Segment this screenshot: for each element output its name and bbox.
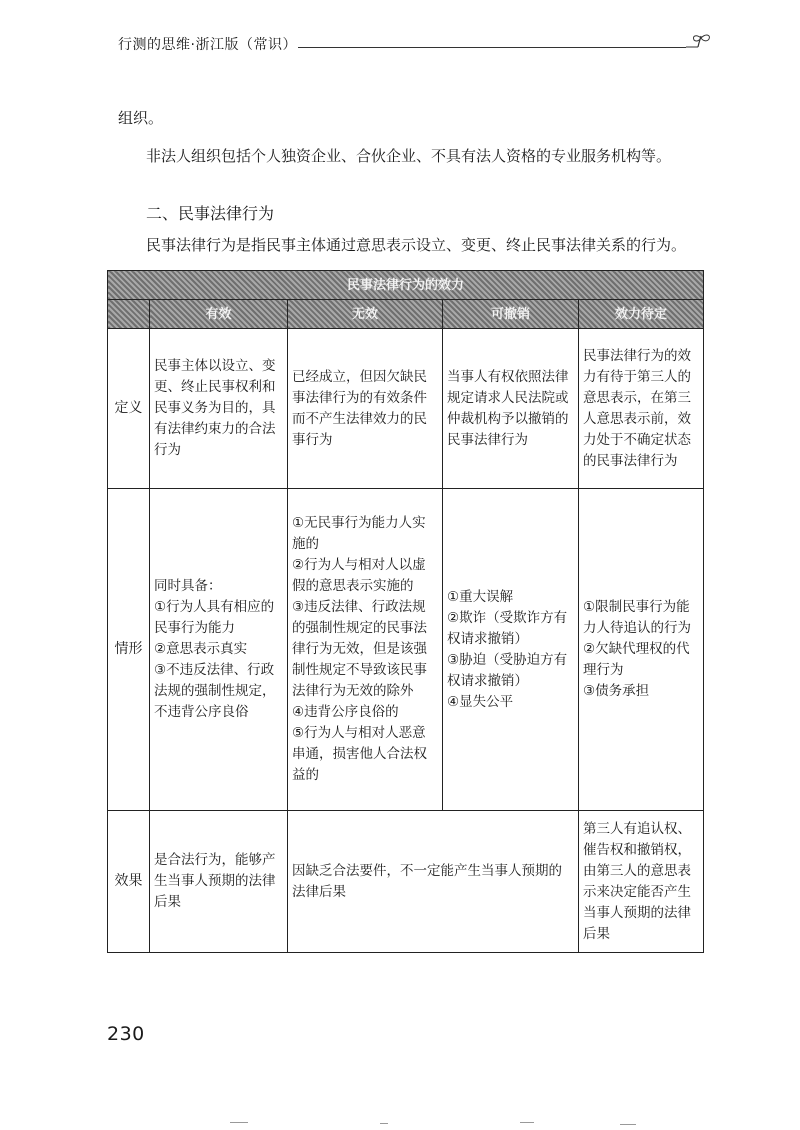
column-header-invalid: 无效 <box>288 300 443 329</box>
sprout-icon <box>684 32 714 56</box>
definition-revocable: 当事人有权依照法律规定请求人民法院或仲裁机构予以撤销的民事法律行为 <box>443 329 579 489</box>
circumstances-invalid <box>288 489 443 811</box>
paragraph-definition: 民事法律行为是指民事主体通过意思表示设立、变更、终止民事法律关系的行为。 <box>146 236 687 254</box>
column-header-blank <box>108 300 150 329</box>
row-label-effect: 效果 <box>108 811 150 953</box>
list-item: ③不违反法律、行政法规的强制性规定，不违背公序良俗 <box>154 662 276 720</box>
list-item: ④违背公序良俗的 <box>292 704 399 720</box>
scan-speck <box>380 1123 388 1124</box>
column-header-revocable: 可撤销 <box>443 300 579 329</box>
list-item: ①限制民事行为能力人待追认的行为 <box>583 599 691 636</box>
paragraph-continuation: 组织。 <box>118 109 164 127</box>
scan-speck <box>520 1122 534 1123</box>
paragraph-non-legal-person: 非法人组织包括个人独资企业、合伙企业、不具有法人资格的专业服务机构等。 <box>146 147 672 165</box>
list-item: ⑤行为人与相对人恶意串通，损害他人合法权益的 <box>292 725 427 783</box>
scan-speck <box>230 1122 248 1123</box>
page-number: 230 <box>107 1023 145 1045</box>
column-header-pending: 效力待定 <box>579 300 704 329</box>
column-header-valid: 有效 <box>150 300 288 329</box>
header-title: 行测的思维·浙江版（常识） <box>118 37 297 53</box>
legal-act-validity-table <box>107 270 704 953</box>
row-label-definition: 定义 <box>108 329 150 489</box>
list-item: ②欺诈（受欺诈方有权请求撤销） <box>447 609 568 647</box>
running-header <box>118 32 718 56</box>
row-label-circumstances: 情形 <box>108 489 150 811</box>
definition-invalid: 已经成立，但因欠缺民事法律行为的有效条件而不产生法律效力的民事行为 <box>288 329 443 489</box>
definition-valid: 民事主体以设立、变更、终止民事权利和民事义务为目的，具有法律约束力的合法行为 <box>150 329 288 489</box>
effect-valid: 是合法行为，能够产生当事人预期的法律后果 <box>150 811 288 953</box>
list-item: ①行为人具有相应的民事行为能力 <box>154 599 275 636</box>
effect-pending: 第三人有追认权、催告权和撤销权，由第三人的意思表示来决定能否产生当事人预期的法律后果 <box>579 811 704 953</box>
scan-speck <box>620 1124 636 1125</box>
list-item: ③违反法律、行政法规的强制性规定的民事法律行为无效，但是该强制性规定不导致该民事法律行为无效的除外 <box>292 599 427 699</box>
list-item: ①无民事行为能力人实施的 <box>292 515 426 552</box>
header-rule <box>298 47 686 48</box>
circumstances-valid <box>150 489 288 811</box>
list-item: ④显失公平 <box>447 693 514 710</box>
list-item: 同时具备： <box>154 578 222 594</box>
section-heading: 二、民事法律行为 <box>146 204 275 223</box>
table-caption: 民事法律行为的效力 <box>108 271 704 300</box>
list-item: ②意思表示真实 <box>154 641 248 657</box>
effect-invalid-revocable: 因缺乏合法要件，不一定能产生当事人预期的法律后果 <box>288 811 579 953</box>
list-item: ③债务承担 <box>583 683 650 699</box>
circumstances-revocable <box>443 489 579 811</box>
list-item: ③胁迫（受胁迫方有权请求撤销） <box>447 651 568 689</box>
list-item: ②欠缺代理权的代理行为 <box>583 641 690 678</box>
circumstances-pending <box>579 489 704 811</box>
definition-pending: 民事法律行为的效力有待于第三人的意思表示，在第三人意思表示前，效力处于不确定状态的民事法律行为 <box>579 329 704 489</box>
list-item: ①重大误解 <box>447 588 514 605</box>
list-item: ②行为人与相对人以虚假的意思表示实施的 <box>292 557 426 594</box>
